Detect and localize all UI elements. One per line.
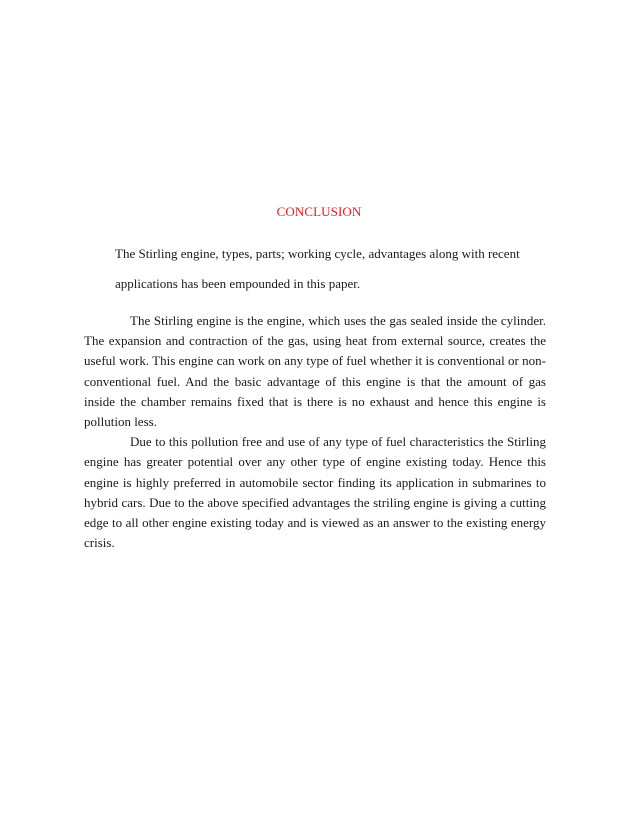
section-heading: CONCLUSION [276, 204, 362, 219]
intro-line: The Stirling engine, types, parts; working cycle, advantages along with recent [115, 246, 520, 261]
intro-paragraph [115, 239, 535, 299]
intro-line: applications has been empounded in this paper. [115, 276, 361, 291]
paragraph: The Stirling engine is the engine, which uses the gas sealed inside the cylinder. The expansion and contraction of the gas, using heat from external source, creates the useful work. This engine can work on any type of fuel whether it is conventional or non-conventional fuel. And the basic advantage of this engine is that the amount of gas inside the chamber remains fixed that is there is no exhaust and hence this engine is pollution less. [84, 313, 546, 430]
body-text [84, 311, 546, 553]
paragraph: Due to this pollution free and use of any type of fuel characteristics the Stirling engine has greater potential over any other type of engine existing today. Hence this engine is highly preferred in automobile sector finding its application in submarines to hybrid cars. Due to the above specified advantages the striling engine is giving a cutting edge to all other engine existing today and is viewed as an answer to the existing energy crisis. [84, 434, 546, 551]
